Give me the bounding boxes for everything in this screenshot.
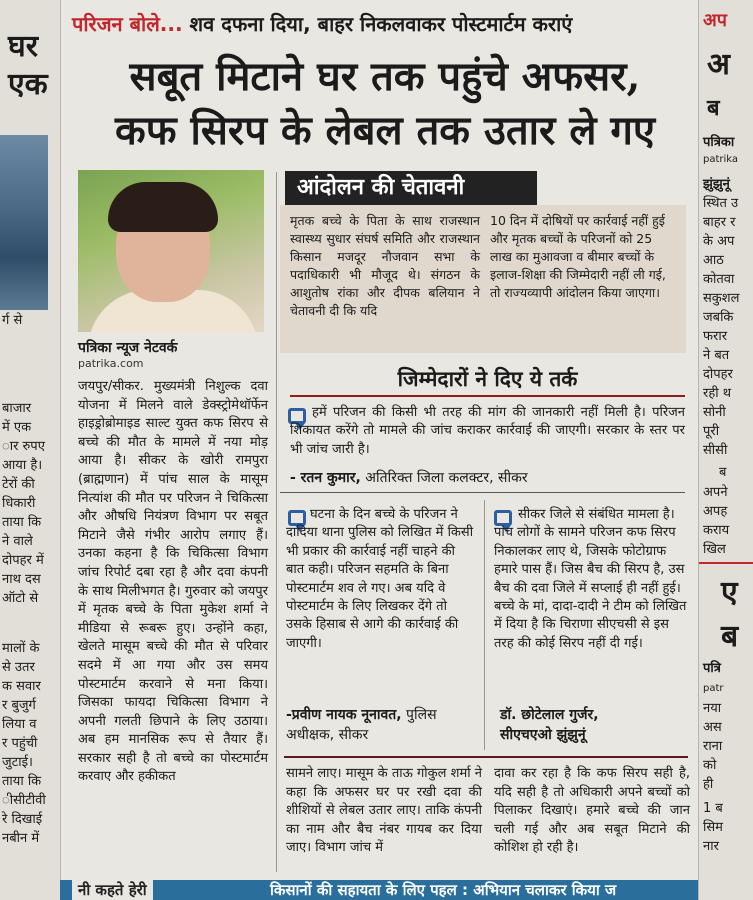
left-fragment: आया है। [2,458,43,473]
right-fragment: पत्रि [703,661,721,676]
bottom-banner [60,880,698,900]
left-fragment: रे दिखाई [2,812,43,827]
quote-divider [280,492,685,493]
right-fragment: सिम [703,820,723,835]
column-divider [276,172,277,872]
right-fragment: जबकि [703,310,734,325]
right-fragment: बाहर र [703,215,736,230]
right-fragment: राना [703,739,723,754]
right-fragment: patr [703,683,724,694]
right-fragment: सीसी [703,443,728,458]
left-fragment: लिया व [2,717,37,732]
left-fragment: मालों के [2,641,40,656]
cmho-role: सीएचएओ झुंझुनूं [500,727,586,743]
right-fragment: ने बत [703,348,730,363]
left-fragment: दोपहर में [2,553,44,568]
right-fragment: दोपहर [703,367,733,382]
right-fragment: अ [707,47,730,82]
collector-signature [290,468,685,488]
police-signature [286,705,476,745]
right-fragment: के अप [703,234,735,249]
left-fragment: टेरों की [2,477,35,492]
cmho-signature [500,705,690,745]
right-fragment: को [703,758,717,773]
left-fragment: र बुजुर्ग [2,698,36,713]
headline-line-2: कफ सिरप के लेबल तक उतार ले गए [114,107,656,154]
right-fragment: कराय [703,523,730,538]
right-fragment: अपने [703,485,728,500]
quote-bottom-rule [284,756,688,758]
main-body-text: जयपुर/सीकर. मुख्यमंत्री निशुल्क दवा योजना में मिलने वाले डेक्स्ट्रोमेथॉर्फेन हाइड्रोब्रोमाइड साल्ट युक्त कफ सिरप से बच्चे की मौत के मामले में नया मोड़ आया है। सीकर के खोरी रामपुरा (ब्राह्मणान) में पांच साल के मासूम नित्यांश की मौत पर परिजन ने चिकित्सा और औषधि नियंत्रण विभाग पर सबूत मिटाने जैसे गंभीर आरोप लगाए हैं। उनका कहना है कि चिकित्सा विभाग जांच रिपोर्ट दबा रहा है और दवा कंपनी के साथ मिलीभगत है। गुरुवार को जयपुर में मृतक बच्चे के पिता मुकेश शर्मा ने मीडिया से रूबरू हुए। उन्होंने कहा, खेलते मासूम बच्चे की मौत से परिवार सदमे में आ गया और उस समय पोस्टमार्टम करवाने से मना किया। जिसका फायदा चिकित्सा विभाग ने अपनी गलती छिपाने के लिए उठाया। अब हम मानसिक रूप से तैयार हैं। सरकार सही है तो बच्चे का पोस्टमार्टम करवाए और हकीकत [78,379,268,785]
child-photo [78,170,264,332]
right-fragment: पूरी [703,424,720,439]
police-quote: घटना के दिन बच्चे के परिजन ने दादिया थाना पुलिस को लिखित में किसी भी प्रकार की कार्रवाई नहीं चाहने की बात कही। परिजन सहमति के बिना पोस्टमार्टम शव ले गए। अब यदि वे पोस्टमार्टम के लिए लिखकर देंगे तो उसके हिसाब से आगे की कार्रवाई की जाएगी। [286,507,474,651]
right-fragment: ब [721,619,739,654]
left-fragment: धिकारी [2,496,36,511]
left-fragment: बाजार [2,401,32,416]
left-fragment: एक [8,67,48,102]
section-title: जिम्मेदारों ने दिए ये तर्क [397,367,578,391]
section-rule [290,395,685,397]
right-fragment: ए [721,575,738,610]
left-fragment: ऑटो से [2,591,39,606]
warning-banner: आंदोलन की चेतावनी [285,171,537,205]
right-fragment: नया [703,701,722,716]
right-fragment: आठ [703,253,724,268]
left-fragment: क सवार [2,679,41,694]
right-fragment: रही थ [703,386,732,401]
right-fragment: ही [703,777,714,792]
quote-column-divider [484,500,485,750]
kicker-tag: परिजन बोले... [72,12,183,36]
cmho-name: डॉ. छोटेलाल गुर्जर, [500,707,599,723]
right-fragment: फरार [703,329,728,344]
kicker-text: शव दफना दिया, बाहर निकलवाकर पोस्टमार्टम कराएं [182,12,573,36]
collector-name: - रतन कुमार, [290,470,361,486]
cmho-quote: सीकर जिले से संबंधित मामला है। पांच लोगों के सामने परिजन कफ सिरप निकालकर लाए थे, जिसके फोटोग्राफ हमारे पास हैं। जिस बैच की सिरप है, उस बैच की दवा जिले में सप्लाई ही नहीं हुई। बच्चे के मां, दादा-दादी ने टीम को लिखित में दिया है कि चिराणा सीएचसी से इस तरह की कोई सिरप नहीं दी गई। [494,507,687,651]
bottom-banner-right: किसानों की सहायता के लिए पहल : अभियान चलाकर किया ज [270,881,617,899]
left-fragment: ीसीटीवी [2,793,46,808]
continuation-text-2: दावा कर रहा है कि कफ सिरप सही है, यदि सही है तो अधिकारी अपने बच्चों को पिलाकर दिखाएं। हमारे बच्चे की जान चली गई और अब सबूत मिटाने की कोशिश हो रही है। [494,766,690,856]
right-divider [699,562,753,564]
right-fragment: अपह [703,504,728,519]
right-fragment: ब [719,465,727,480]
left-fragment: नाथ दस [2,572,41,587]
right-fragment: सकुशल [703,291,740,306]
right-fragment: patrika [703,154,739,165]
collector-role: अतिरिक्त जिला कलक्टर, सीकर [360,470,528,486]
left-fragment: ने वाले [2,534,33,549]
right-adjacent-column [698,0,753,900]
left-fragment: ार रुपए [2,439,45,454]
right-fragment: सोनी [703,405,726,420]
left-fragment: र्ग से [2,313,23,328]
left-adjacent-column [0,0,61,900]
right-fragment: 1 ब [703,801,723,816]
bottom-banner-left: नी कहते हेरी [72,880,153,900]
warning-left-text: मृतक बच्चे के पिता के साथ राजस्थान स्वास्थ्य सुधार संघर्ष समिति और राजस्थान किसान मजदूर नौजवान सभा के पदाधिकारी भी मौजूद थे। संगठन के आशुतोष रांका और दीपक बलियान ने चेतावनी दी कि यदि [290,213,480,318]
continuation-text-1: सामने लाए। मासूम के ताऊ गोकुल शर्मा ने कहा कि अफसर घर पर रखी दवा की शीशियों से लेबल उतार लाए। ताकि कंपनी का नाम और बैच नंबर गायब कर दिया जाए। विभाग जांच में [286,766,482,856]
right-fragment: कोतवा [703,272,735,287]
right-fragment: स्थित उ [703,196,739,211]
right-fragment: अस [703,720,722,735]
credit-site: patrika.com [78,357,144,370]
credit-name: पत्रिका न्यूज नेटवर्क [78,340,178,356]
right-fragment: अप [703,10,727,31]
kicker-line [72,10,692,38]
left-fragment: नबीन में [2,831,40,846]
headline-line-1: सबूत मिटाने घर तक पहुंचे अफसर, [129,53,641,100]
left-fragment: में एक [2,420,32,435]
right-fragment: खिल [703,542,726,557]
right-fragment: ब [707,96,720,121]
police-role: पुलिस अधीक्षक, सीकर [286,707,437,743]
right-fragment: नार [703,839,719,854]
left-fragment: से उतर [2,660,35,675]
left-fragment: जुटाई। [2,755,33,770]
right-fragment: पत्रिका [703,135,735,150]
headline [75,50,695,158]
police-name: -प्रवीण नायक नूनावत, [286,707,402,723]
warning-right-text: 10 दिन में दोषियों पर कार्रवाई नहीं हुई और मृतक बच्चों के परिजनों को 25 लाख का मुआवजा व बीमार बच्चों के इलाज-शिक्षा की जिम्मेदारी नहीं ली गई, तो राज्यव्यापी आंदोलन किया जाएगा। [490,213,666,300]
collector-quote: हमें परिजन की किसी भी तरह की मांग की जानकारी नहीं मिली है। परिजन शिकायत करेंगे तो मामले की जांच कराकर कार्रवाई की जाएगी। सरकार के स्तर पर भी जांच जारी है। [290,405,685,457]
left-fragment: र पहुंची [2,736,38,751]
photo-credit [78,338,264,370]
left-fragment: ताया कि [2,774,42,789]
left-adjacent-photo [0,135,48,310]
right-fragment: झुंझुनूं [703,177,730,192]
left-fragment: ताया कि [2,515,42,530]
left-fragment: घर [8,29,38,64]
